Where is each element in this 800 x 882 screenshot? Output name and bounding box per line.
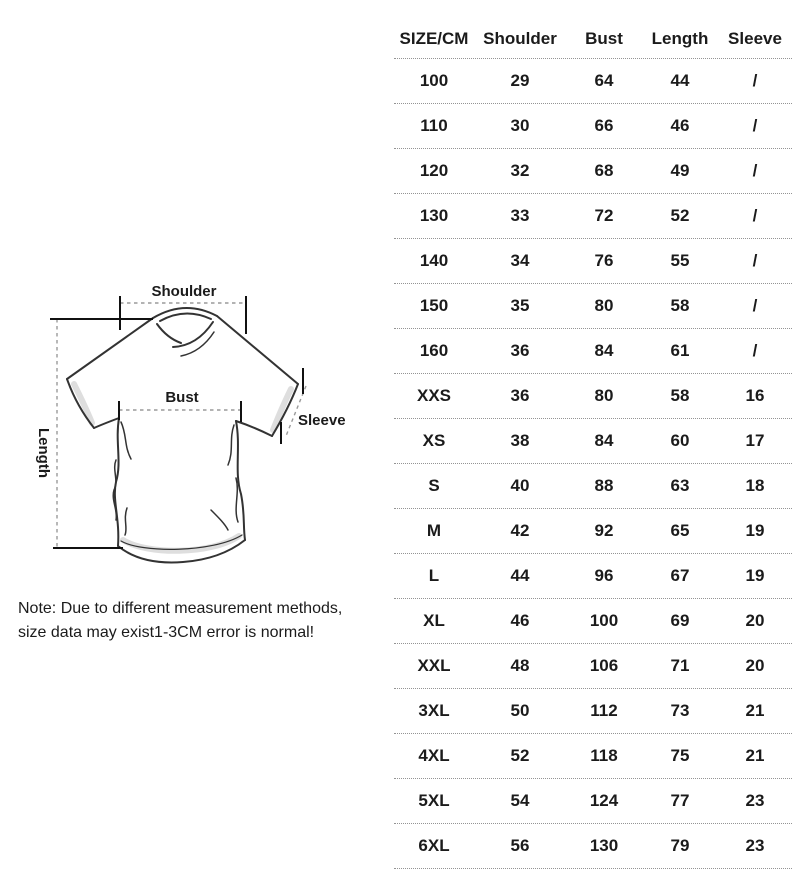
cell-bust: 112: [590, 701, 618, 720]
cell-bust: 88: [594, 476, 614, 495]
cell-size: 4XL: [418, 746, 450, 765]
cell-length: 55: [670, 251, 690, 270]
cell-shoulder: 54: [510, 791, 530, 810]
cell-sleeve: 20: [745, 611, 765, 630]
table-row: [394, 419, 792, 464]
cell-bust: 68: [594, 161, 614, 180]
cell-shoulder: 30: [510, 116, 530, 135]
cell-sleeve: 19: [745, 521, 765, 540]
cell-shoulder: 56: [510, 836, 530, 855]
cell-length: 65: [670, 521, 690, 540]
cell-shoulder: 38: [510, 431, 530, 450]
cell-length: 67: [670, 566, 690, 585]
table-row: [394, 329, 792, 374]
cell-sleeve: /: [752, 206, 758, 225]
cell-sleeve: 18: [745, 476, 765, 495]
cell-bust: 64: [594, 71, 614, 90]
cell-bust: 130: [589, 836, 619, 855]
tshirt-outline: [67, 308, 298, 563]
column-header-size: SIZE/CM: [399, 29, 469, 48]
tshirt-measurement-diagram: [15, 272, 360, 572]
cell-shoulder: 35: [510, 296, 530, 315]
cell-bust: 100: [589, 611, 619, 630]
cell-bust: 118: [590, 746, 618, 765]
cell-length: 77: [670, 791, 690, 810]
cell-shoulder: 36: [510, 386, 530, 405]
cell-sleeve: 21: [745, 701, 765, 720]
cell-shoulder: 52: [510, 746, 530, 765]
cell-shoulder: 32: [510, 161, 530, 180]
column-header-length: Length: [651, 29, 709, 48]
table-row: [394, 464, 792, 509]
diagram-label-bust: Bust: [165, 389, 199, 406]
cell-size: 150: [419, 296, 449, 315]
cell-bust: 76: [594, 251, 614, 270]
table-row: [394, 509, 792, 554]
table-row: [394, 239, 792, 284]
cell-sleeve: 23: [745, 791, 765, 810]
cell-length: 58: [670, 296, 690, 315]
cell-sleeve: 23: [745, 836, 765, 855]
measure-ticks: [50, 296, 303, 548]
cell-size: L: [428, 566, 440, 585]
size-table-header: [394, 20, 792, 59]
cell-sleeve: 16: [745, 386, 765, 405]
measurement-note: [18, 597, 342, 645]
table-row: [394, 644, 792, 689]
cell-bust: 106: [589, 656, 619, 675]
cell-sleeve: 17: [745, 431, 765, 450]
cell-size: 140: [419, 251, 449, 270]
table-row: [394, 599, 792, 644]
measurement-note-line1: Note: Due to different measurement methods,: [18, 600, 343, 617]
diagram-label-length: Length: [35, 428, 52, 478]
cell-bust: 66: [594, 116, 614, 135]
cell-bust: 124: [589, 791, 619, 810]
cell-length: 44: [670, 71, 690, 90]
cell-length: 49: [670, 161, 690, 180]
column-header-shoulder: Shoulder: [483, 29, 557, 48]
table-row: [394, 59, 792, 104]
cell-length: 52: [670, 206, 690, 225]
measure-dashed-lines: [57, 303, 306, 548]
cell-length: 58: [670, 386, 690, 405]
table-row: [394, 824, 792, 869]
size-table-body: [394, 59, 792, 869]
cell-length: 73: [670, 701, 690, 720]
cell-length: 63: [670, 476, 690, 495]
measurement-note-line2: size data may exist1-3CM error is normal!: [18, 624, 315, 641]
diagram-label-sleeve: Sleeve: [298, 412, 346, 429]
cell-size: 130: [419, 206, 449, 225]
cell-shoulder: 40: [510, 476, 530, 495]
cell-length: 61: [670, 341, 690, 360]
cell-bust: 80: [594, 386, 614, 405]
cell-bust: 96: [594, 566, 614, 585]
cell-size: XXL: [417, 656, 451, 675]
table-row: [394, 104, 792, 149]
cell-sleeve: /: [752, 71, 758, 90]
cell-shoulder: 33: [510, 206, 530, 225]
table-row: [394, 374, 792, 419]
cell-bust: 84: [594, 341, 614, 360]
cell-sleeve: /: [752, 296, 758, 315]
cell-size: 100: [419, 71, 449, 90]
cell-length: 71: [670, 656, 690, 675]
cell-sleeve: /: [752, 341, 758, 360]
table-row: [394, 734, 792, 779]
cell-bust: 92: [594, 521, 614, 540]
cell-shoulder: 44: [510, 566, 530, 585]
cell-length: 69: [670, 611, 690, 630]
cell-length: 79: [670, 836, 690, 855]
cell-bust: 84: [594, 431, 614, 450]
cell-size: XXS: [416, 386, 452, 405]
table-row: [394, 149, 792, 194]
cell-shoulder: 34: [510, 251, 530, 270]
cell-sleeve: 20: [745, 656, 765, 675]
tshirt-shading: [74, 384, 291, 551]
cell-shoulder: 46: [510, 611, 530, 630]
cell-size: S: [428, 476, 440, 495]
cell-size: XL: [423, 611, 445, 630]
cell-shoulder: 50: [510, 701, 530, 720]
cell-sleeve: /: [752, 161, 758, 180]
cell-size: 110: [420, 116, 448, 135]
table-row: [394, 194, 792, 239]
cell-sleeve: 19: [745, 566, 765, 585]
cell-shoulder: 36: [510, 341, 530, 360]
cell-size: 3XL: [418, 701, 450, 720]
table-row: [394, 284, 792, 329]
cell-sleeve: /: [752, 116, 758, 135]
cell-size: 6XL: [418, 836, 450, 855]
cell-length: 75: [670, 746, 690, 765]
diagram-label-shoulder: Shoulder: [151, 283, 217, 300]
cell-bust: 80: [594, 296, 614, 315]
table-row: [394, 554, 792, 599]
cell-length: 60: [670, 431, 690, 450]
cell-size: 5XL: [418, 791, 450, 810]
cell-sleeve: 21: [745, 746, 765, 765]
cell-size: 120: [419, 161, 449, 180]
cell-size: XS: [422, 431, 446, 450]
tshirt-diagram-svg: [15, 272, 360, 572]
column-header-bust: Bust: [585, 29, 623, 48]
cell-sleeve: /: [752, 251, 758, 270]
cell-shoulder: 42: [510, 521, 530, 540]
cell-shoulder: 48: [510, 656, 530, 675]
cell-size: M: [426, 521, 442, 540]
cell-shoulder: 29: [510, 71, 530, 90]
cell-bust: 72: [594, 206, 614, 225]
size-table: [394, 20, 792, 869]
column-header-sleeve: Sleeve: [728, 29, 782, 48]
table-row: [394, 689, 792, 734]
cell-size: 160: [419, 341, 449, 360]
table-row: [394, 779, 792, 824]
cell-length: 46: [670, 116, 690, 135]
